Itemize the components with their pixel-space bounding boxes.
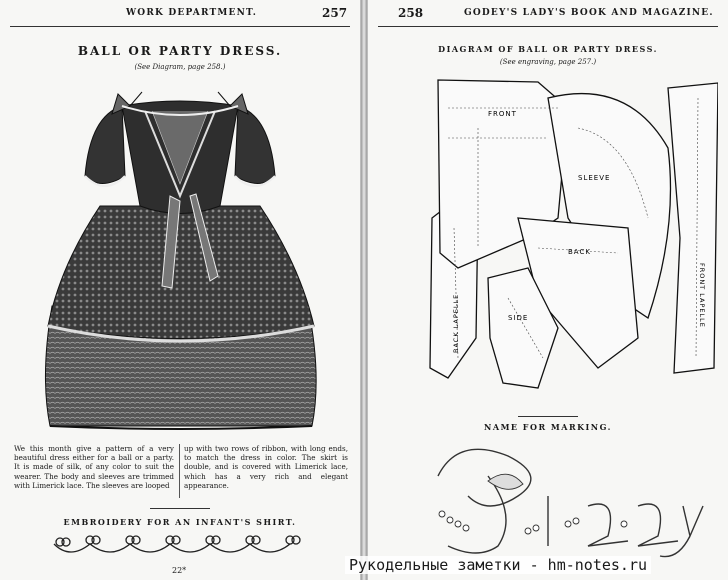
article-text-col1: We this month give a pattern of a very beautiful dress either for a ball or a party. It is made of silk, of any color to suit the wearer. The body and sleeves are trimmed with Limerick lace. The sleeves are looped xyxy=(14,444,174,490)
monogram-label: Lizzy xyxy=(428,436,431,437)
running-head-left: WORK DEPARTMENT. xyxy=(126,8,258,18)
lizzy-monogram xyxy=(428,436,718,560)
label-sleeve: SLEEVE xyxy=(578,174,611,182)
pattern-diagram xyxy=(418,68,718,408)
label-side: SIDE xyxy=(508,314,529,322)
right-page xyxy=(367,0,728,580)
section-rule xyxy=(150,508,210,509)
section-rule-right xyxy=(518,416,578,417)
front-lapelle-piece xyxy=(668,83,718,373)
header-rule-right xyxy=(378,26,718,27)
signature-mark: 22* xyxy=(172,566,187,575)
diagram-subtitle: (See engraving, page 257.) xyxy=(499,58,597,66)
column-divider xyxy=(179,444,180,498)
article-text-col2: up with two rows of ribbon, with long ends, to match the dress in color. The skirt is double, and is covered with Limerick lace, which has a very rich and elegant appearance. xyxy=(184,444,348,490)
header-rule-left xyxy=(10,26,350,27)
dress-title: BALL OR PARTY DRESS. xyxy=(77,44,283,58)
label-front: FRONT xyxy=(488,110,517,118)
embroidery-border-pattern xyxy=(50,530,310,562)
ball-dress-engraving xyxy=(30,76,330,432)
embroidery-title: EMBROIDERY FOR AN INFANT'S SHIRT. xyxy=(63,517,297,527)
diagram-title: DIAGRAM OF BALL OR PARTY DRESS. xyxy=(438,44,658,54)
marking-title: NAME FOR MARKING. xyxy=(484,422,612,432)
dress-subtitle: (See Diagram, page 258.) xyxy=(134,63,226,71)
label-back: BACK xyxy=(568,248,591,256)
page-number-left: 257 xyxy=(322,6,348,20)
page-number-right: 258 xyxy=(398,6,424,20)
label-front-lapelle: FRONT LAPELLE xyxy=(698,263,706,328)
site-watermark: Рукодельные заметки - hm-notes.ru xyxy=(345,556,651,574)
running-head-right: GODEY'S LADY'S BOOK AND MAGAZINE. xyxy=(464,8,714,18)
label-back-lapelle: BACK LAPELLE xyxy=(452,293,460,353)
left-page xyxy=(0,0,361,580)
